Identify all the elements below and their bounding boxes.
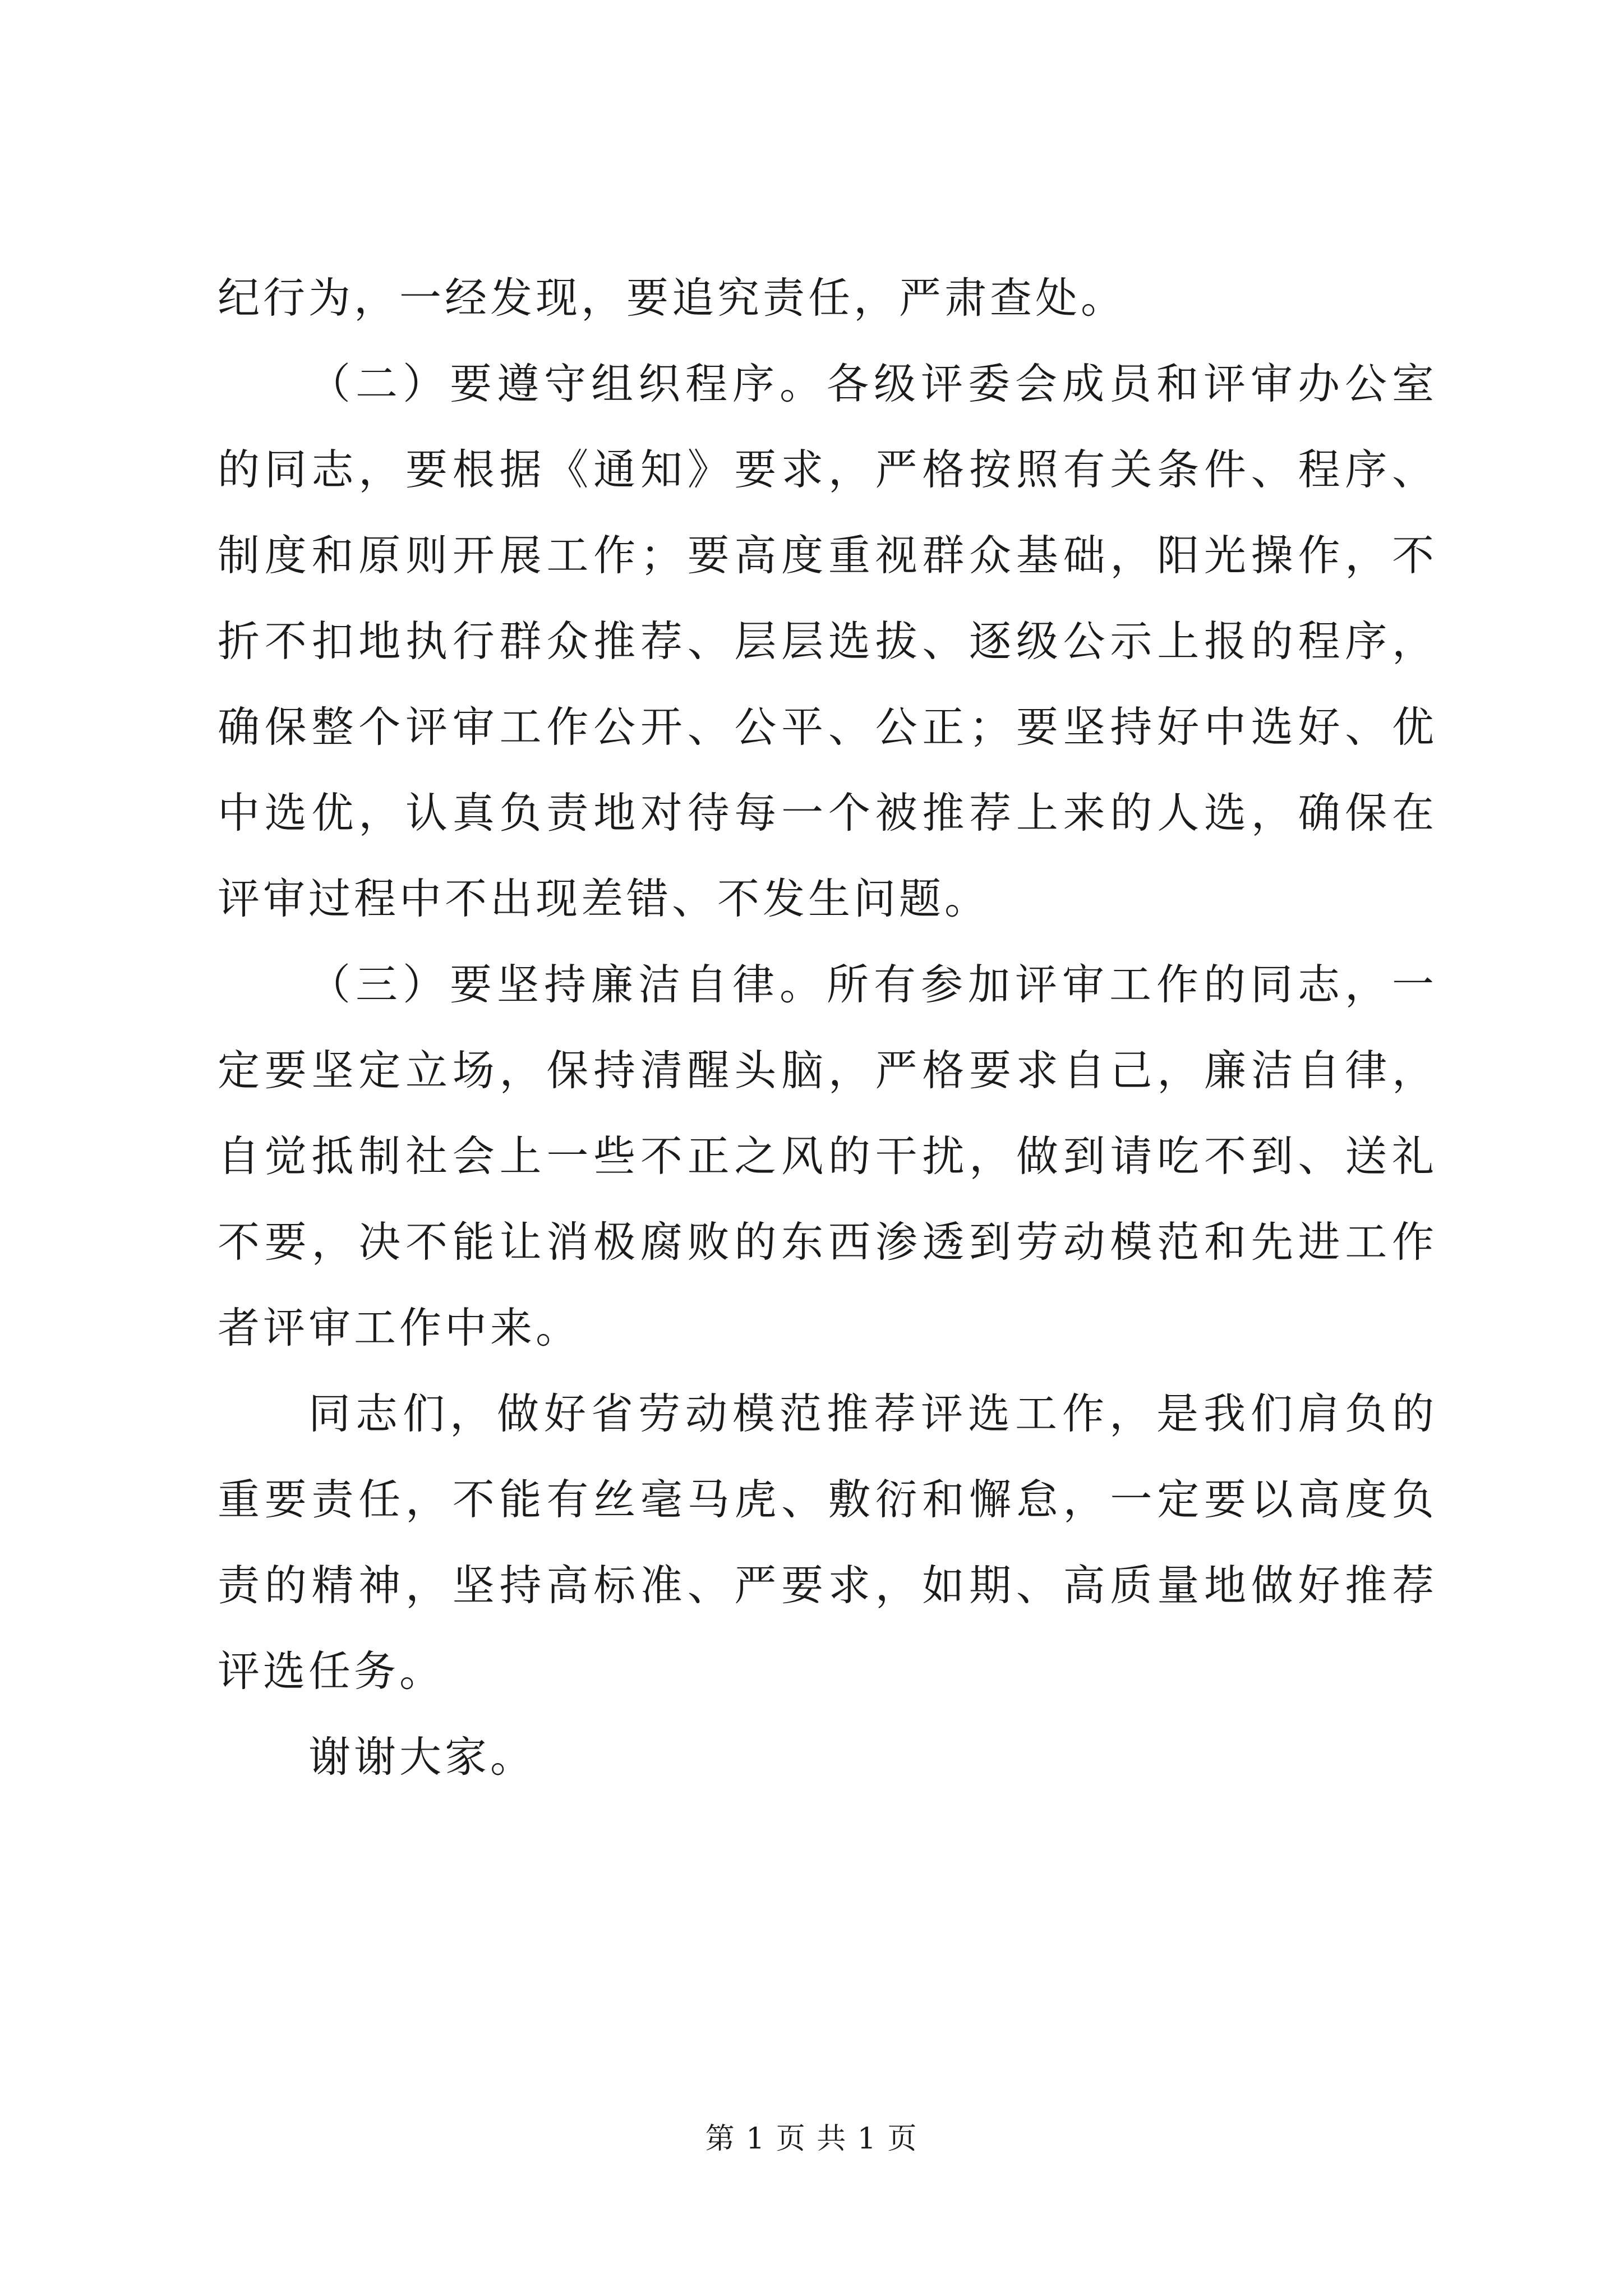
page-number-label: 第 1 页 共 1 页 xyxy=(705,2122,918,2156)
document-body xyxy=(218,255,1437,1800)
paragraph-organization-procedure: （二）要遵守组织程序。各级评委会成员和评审办公室的同志，要根据《通知》要求，严格按照有关条件、程序、制度和原则开展工作；要高度重视群众基础，阳光操作，不折不扣地执行群众推荐、层层选拔、逐级公示上报的程序，确保整个评审工作公开、公平、公正；要坚持好中选好、优中选优，认真负责地对待每一个被推荐上来的人选，确保在评审过程中不出现差错、不发生问题。 xyxy=(218,359,1437,923)
paragraph-integrity-self-discipline: （三）要坚持廉洁自律。所有参加评审工作的同志，一定要坚定立场，保持清醒头脑，严格要求自己，廉洁自律，自觉抵制社会上一些不正之风的干扰，做到请吃不到、送礼不要，决不能让消极腐败的东西渗透到劳动模范和先进工作者评审工作中来。 xyxy=(218,960,1437,1352)
paragraph-closing-remarks: 同志们，做好省劳动模范推荐评选工作，是我们肩负的重要责任，不能有丝毫马虎、敷衍和懈怠，一定要以高度负责的精神，坚持高标准、严要求，如期、高质量地做好推荐评选任务。 xyxy=(218,1389,1437,1696)
paragraph-continuation: 纪行为，一经发现，要追究责任，严肃查处。 xyxy=(218,273,1127,323)
page-footer xyxy=(0,2119,1623,2159)
paragraph-thanks: 谢谢大家。 xyxy=(308,1732,536,1782)
